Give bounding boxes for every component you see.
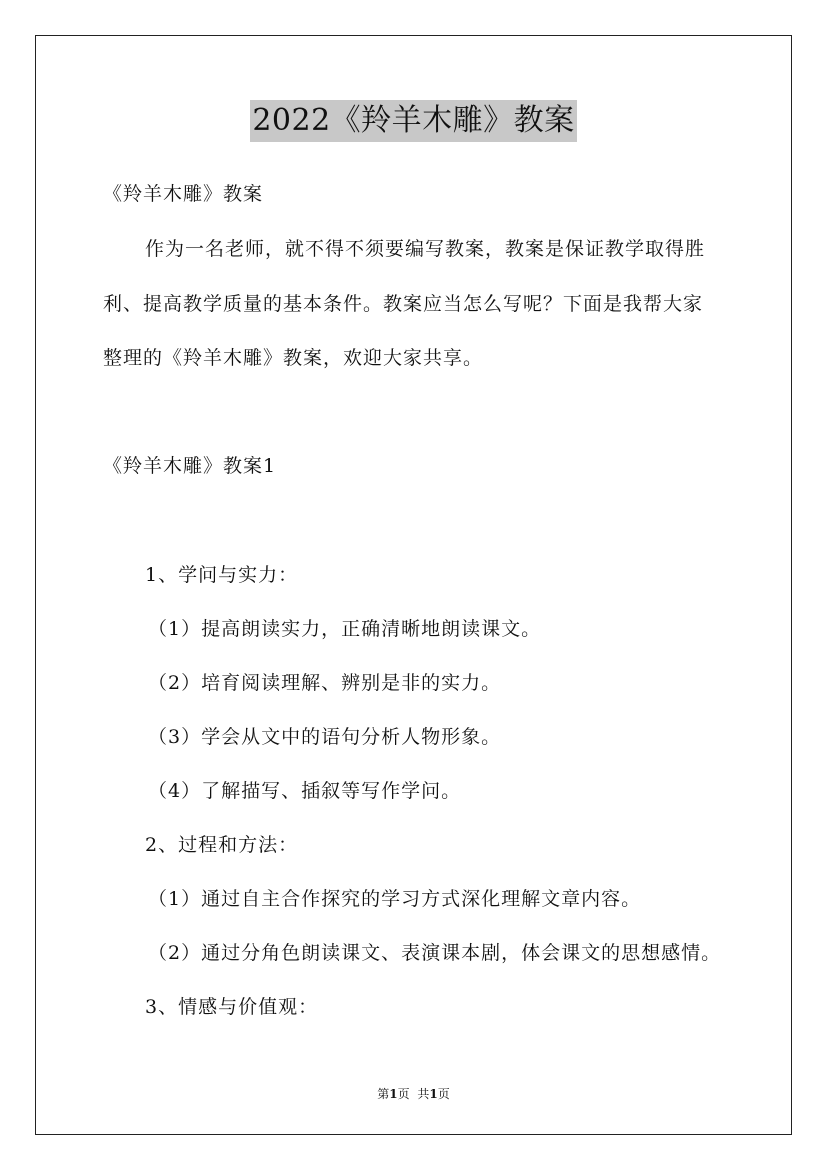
list-item: 2、过程和方法： xyxy=(145,834,299,856)
footer-page-number: 1 xyxy=(389,1087,398,1101)
page-footer xyxy=(0,1086,827,1102)
list-item: （2）通过分角色朗读课文、表演课本剧，体会课文的思想感情。 xyxy=(148,942,722,964)
footer-total-prefix: 共 xyxy=(417,1087,430,1101)
list-item: 3、情感与价值观： xyxy=(145,996,319,1018)
footer-page-suffix: 页 xyxy=(397,1087,410,1101)
list-item: （2）培育阅读理解、辨别是非的实力。 xyxy=(148,672,502,694)
list-item: （1）通过自主合作探究的学习方式深化理解文章内容。 xyxy=(148,888,642,910)
intro-line-2: 利、提高教学质量的基本条件。教案应当怎么写呢？下面是我帮大家 xyxy=(103,293,704,315)
section-heading: 《羚羊木雕》教案1 xyxy=(103,455,277,477)
list-item: （1）提高朗读实力，正确清晰地朗读课文。 xyxy=(148,618,542,640)
footer-total-number: 1 xyxy=(429,1087,438,1101)
footer-page-prefix: 第 xyxy=(377,1087,390,1101)
document-title: 2022《羚羊木雕》教案 xyxy=(250,100,576,142)
list-item: （4）了解描写、插叙等写作学问。 xyxy=(148,780,462,802)
list-item: （3）学会从文中的语句分析人物形象。 xyxy=(148,726,502,748)
list-item: 1、学问与实力： xyxy=(145,564,299,586)
footer-total-suffix: 页 xyxy=(437,1087,450,1101)
intro-line-1: 作为一名老师，就不得不须要编写教案，教案是保证教学取得胜 xyxy=(145,238,706,260)
document-subtitle: 《羚羊木雕》教案 xyxy=(103,183,264,205)
title-container xyxy=(0,100,827,142)
intro-line-3: 整理的《羚羊木雕》教案，欢迎大家共享。 xyxy=(103,347,484,369)
